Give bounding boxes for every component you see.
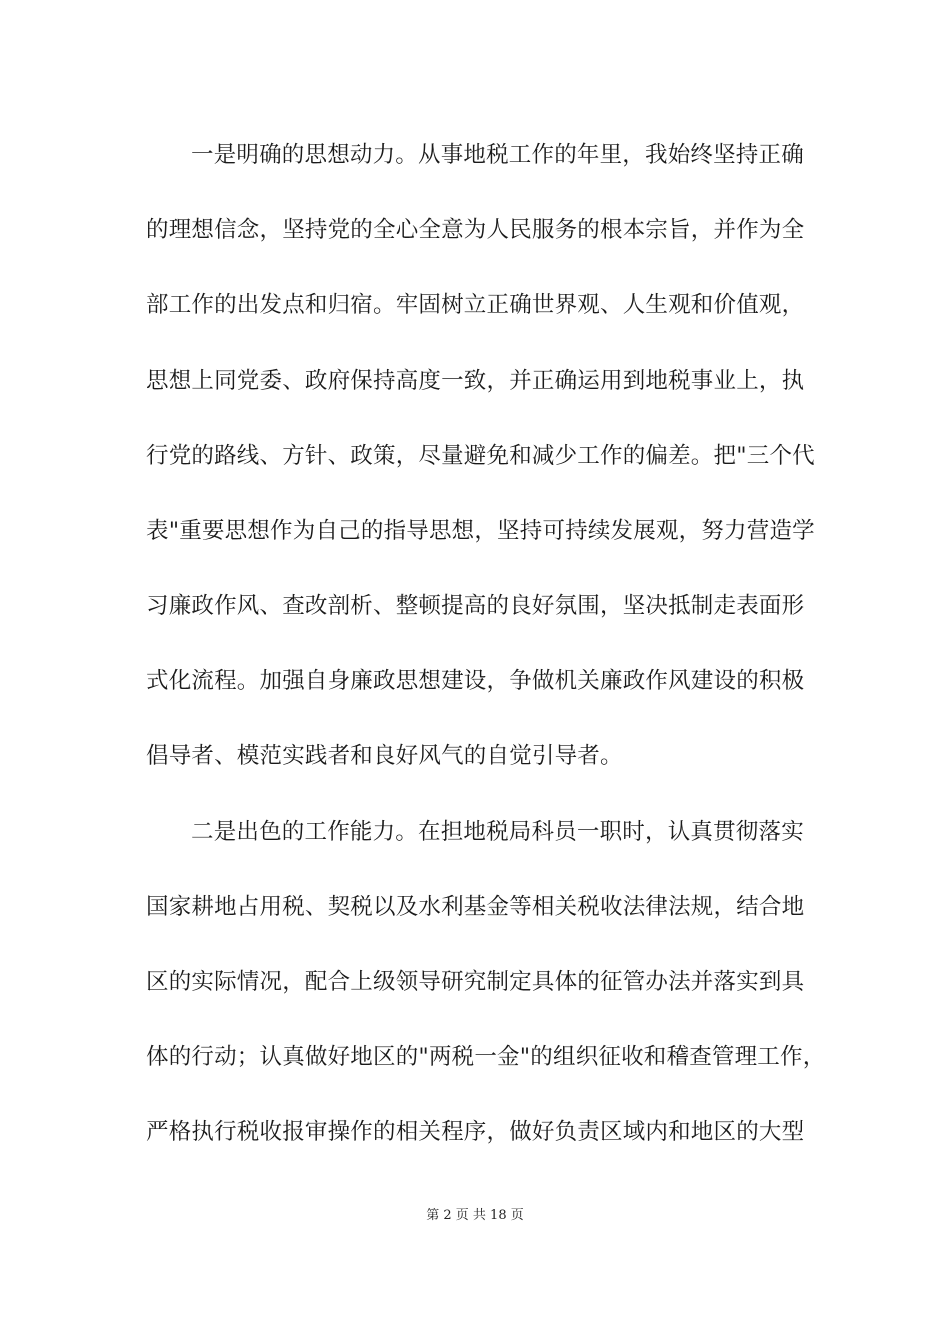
paragraph-2-line-4: 体的行动；认真做好地区的"两税一金"的组织征收和稽查管理工作， — [146, 1044, 826, 1070]
paragraph-1-line-4: 思想上同党委、政府保持高度一致，并正确运用到地税事业上，执 — [146, 368, 805, 394]
paragraph-1-line-3: 部工作的出发点和归宿。牢固树立正确世界观、人生观和价值观， — [146, 292, 805, 318]
paragraph-2-line-2: 国家耕地占用税、契税以及水利基金等相关税收法律法规，结合地 — [146, 894, 805, 920]
paragraph-2-line-1: 二是出色的工作能力。在担地税局科员一职时，认真贯彻落实 — [191, 819, 804, 845]
paragraph-2-line-5: 严格执行税收报审操作的相关程序，做好负责区域内和地区的大型 — [146, 1119, 805, 1145]
paragraph-1-line-2: 的理想信念，坚持党的全心全意为人民服务的根本宗旨，并作为全 — [146, 217, 805, 243]
paragraph-2-line-3: 区的实际情况，配合上级领导研究制定具体的征管办法并落实到具 — [146, 969, 805, 995]
paragraph-1-line-8: 式化流程。加强自身廉政思想建设，争做机关廉政作风建设的积极 — [146, 668, 805, 694]
paragraph-1-line-9: 倡导者、模范实践者和良好风气的自觉引导者。 — [146, 743, 623, 769]
paragraph-1-line-5: 行党的路线、方针、政策，尽量避免和减少工作的偏差。把"三个代 — [146, 443, 815, 469]
paragraph-1-line-1: 一是明确的思想动力。从事地税工作的年里，我始终坚持正确 — [191, 142, 804, 168]
page-number-footer: 第 2 页 共 18 页 — [426, 1208, 524, 1223]
paragraph-1-line-6: 表"重要思想作为自己的指导思想，坚持可持续发展观，努力营造学 — [146, 518, 815, 544]
paragraph-1-line-7: 习廉政作风、查改剖析、整顿提高的良好氛围，坚决抵制走表面形 — [146, 593, 805, 619]
